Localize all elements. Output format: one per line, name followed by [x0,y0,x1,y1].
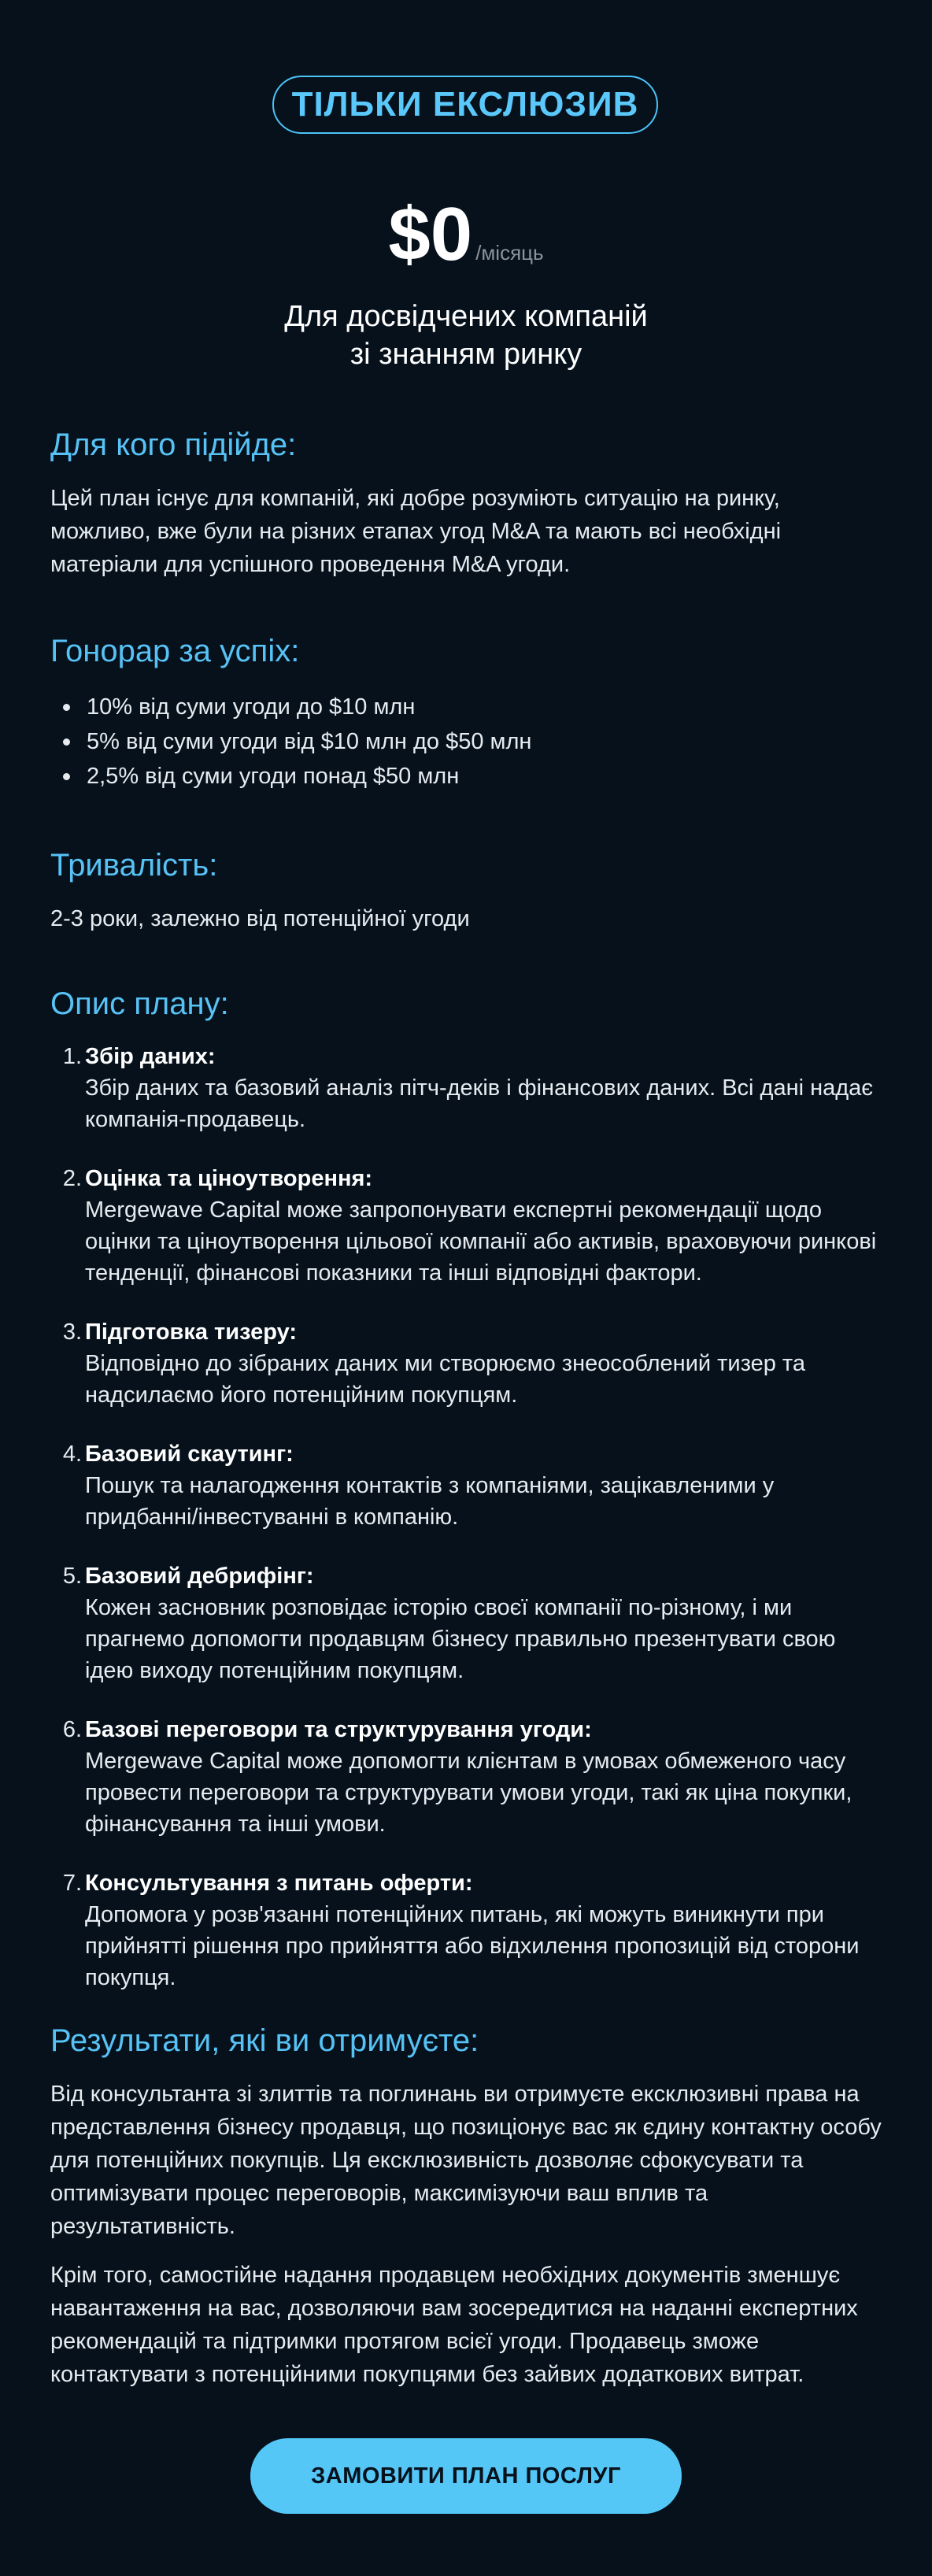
step-number: 1. [62,1044,82,1069]
step-text: Пошук та налагодження контактів з компаніями, зацікавленими у придбанні/інвестуванні в компанію. [85,1473,775,1530]
list-item [62,1560,882,1686]
audience-text: Цей план існує для компаній, які добре розуміють ситуацію на ринку, можливо, вже були на різних етапах угод M&A та мають всі необхідні матеріали для успішного проведення M&A угоди. [50,486,782,577]
plan-badge: ТІЛЬКИ ЕКСЛЮЗИВ [272,76,658,134]
step-text: Допомога у розв'язанні потенційних питань, які можуть виникнути при прийнятті рішення про прийняття або відхилення пропозицій від сторони покупця. [85,1902,860,1990]
list-item: 10% від суми угоди до $10 млн [87,690,882,724]
step-number: 7. [62,1871,82,1896]
results-paragraph-1: Від консультанта зі злиттів та поглинань ви отримуєте ексклюзивні права на представлення бізнесу продавця, що позиціонує вас як єдину контактну особу для потенційних покупців. Ця ексклюзивність дозволяє сфокусувати та оптимізувати процес переговорів, максимізуючи ваш вплив та результативність. [50,2082,882,2239]
list-item [62,1867,882,1993]
price-period: /місяць [475,241,544,265]
step-number: 6. [62,1717,82,1742]
fee-list [50,690,882,794]
plan-subtitle [0,298,932,373]
step-number: 2. [62,1166,82,1191]
list-item: 5% від суми угоди від $10 млн до $50 млн [87,724,882,759]
list-item [62,1438,882,1533]
step-title: Консультування з питань оферти: [85,1871,473,1896]
fee-title: Гонорар за успіх: [50,634,300,668]
step-title: Базовий скаутинг: [85,1442,294,1467]
step-text: Збір даних та базовий аналіз пітч-деків і фінансових даних. Всі дані надає компанія-продавець. [85,1075,874,1132]
plan-steps [50,1041,882,1993]
step-number: 3. [62,1319,82,1345]
step-text: Відповідно до зібраних даних ми створюємо знеособлений тизер та надсилаємо його потенційним покупцям. [85,1351,806,1408]
list-item [62,1714,882,1840]
step-text: Mergewave Capital може допомогти клієнтам в умовах обмеженого часу провести переговори та структурувати умови угоди, такі як ціна покупки, фінансування та інші умови. [85,1749,852,1837]
step-title: Збір даних: [85,1044,216,1069]
list-item [62,1041,882,1135]
order-plan-button[interactable]: ЗАМОВИТИ ПЛАН ПОСЛУГ [250,2438,682,2514]
list-item [62,1163,882,1289]
step-title: Базовий дебрифінг: [85,1564,314,1589]
audience-title: Для кого підійде: [50,427,297,462]
price [0,187,932,282]
step-number: 4. [62,1442,82,1467]
step-title: Базові переговори та структурування угоди: [85,1717,592,1742]
list-item: 2,5% від суми угоди понад $50 млн [87,759,882,794]
plan-details [50,425,882,2391]
list-item [62,1316,882,1411]
step-number: 5. [62,1564,82,1589]
subtitle-line-2: зі знанням ринку [350,338,582,371]
duration-title: Тривалість: [50,848,218,883]
step-text: Кожен засновник розповідає історію своєї компанії по-різному, і ми прагнемо допомогти продавцям бізнесу правильно презентувати свою ідею виходу потенційним покупцям. [85,1595,836,1683]
results-title: Результати, які ви отримуєте: [50,2023,479,2058]
step-title: Підготовка тизеру: [85,1319,297,1345]
step-title: Оцінка та ціноутворення: [85,1166,373,1191]
duration-text: 2-3 роки, залежно від потенційної угоди [50,906,470,931]
subtitle-line-1: Для досвідчених компаній [284,300,648,333]
plan-title: Опис плану: [50,986,229,1021]
results-paragraph-2: Крім того, самостійне надання продавцем необхідних документів зменшує навантаження на вас, дозволяючи вам зосередитися на наданні експертних рекомендацій та підтримки протягом всієї угоди. Продавець зможе контактувати з потенційними покупцями без зайвих додаткових витрат. [50,2263,858,2387]
step-text: Mergewave Capital може запропонувати експертні рекомендації щодо оцінки та ціноутворення цільової компанії або активів, враховуючи ринкові тенденції, фінансові показники та інші відповідні фактори. [85,1197,877,1286]
price-amount: $0 [388,192,473,276]
